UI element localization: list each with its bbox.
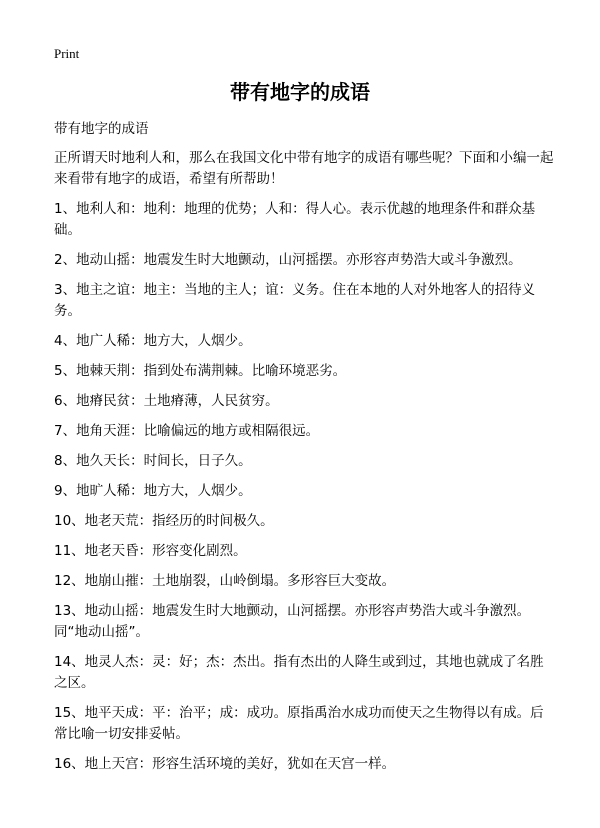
idiom-item-4: 4、地广人稀：地方大，人烟少。 [54,333,252,349]
idiom-item-7: 7、地角天涯：比喻偏远的地方或相隔很远。 [54,423,320,439]
page-title: 带有地字的成语 [230,80,370,104]
idiom-item-11: 11、地老天昏：形容变化剧烈。 [54,543,247,559]
print-link[interactable]: Print [54,46,80,61]
idiom-item-15: 15、地平天成：平：治平；成：成功。原指禹治水成功而使天之生物得以有成。后常比喻一切安排妥帖。 [54,705,544,742]
article-subtitle: 带有地字的成语 [54,121,149,137]
idiom-item-5: 5、地棘天荆：指到处布满荆棘。比喻环境恶劣。 [54,363,347,379]
idiom-item-10: 10、地老天荒：指经历的时间极久。 [54,513,274,529]
idiom-item-13: 13、地动山摇：地震发生时大地颤动，山河摇摆。亦形容声势浩大或斗争激烈。同“地动山摇”。 [54,603,531,640]
idiom-item-8: 8、地久天长：时间长，日子久。 [54,453,252,469]
intro-paragraph: 正所谓天时地利人和，那么在我国文化中带有地字的成语有哪些呢？下面和小编一起来看带有地字的成语，希望有所帮助！ [54,150,554,187]
idiom-item-16: 16、地上天宫：形容生活环境的美好，犹如在天宫一样。 [54,756,396,772]
idiom-item-9: 9、地旷人稀：地方大，人烟少。 [54,483,252,499]
article-body [54,148,554,784]
idiom-item-1: 1、地利人和：地利：地理的优势；人和：得人心。表示优越的地理条件和群众基础。 [54,201,536,238]
idiom-item-2: 2、地动山摇：地震发生时大地颤动，山河摇摆。亦形容声势浩大或斗争激烈。 [54,252,522,268]
idiom-item-3: 3、地主之谊：地主：当地的主人；谊：义务。住在本地的人对外地客人的招待义务。 [54,282,536,319]
idiom-item-12: 12、地崩山摧：土地崩裂，山岭倒塌。多形容巨大变故。 [54,573,396,589]
idiom-item-6: 6、地瘠民贫：土地瘠薄，人民贫穷。 [54,393,279,409]
idiom-item-14: 14、地灵人杰：灵：好；杰：杰出。指有杰出的人降生或到过，其地也就成了名胜之区。 [54,654,544,691]
